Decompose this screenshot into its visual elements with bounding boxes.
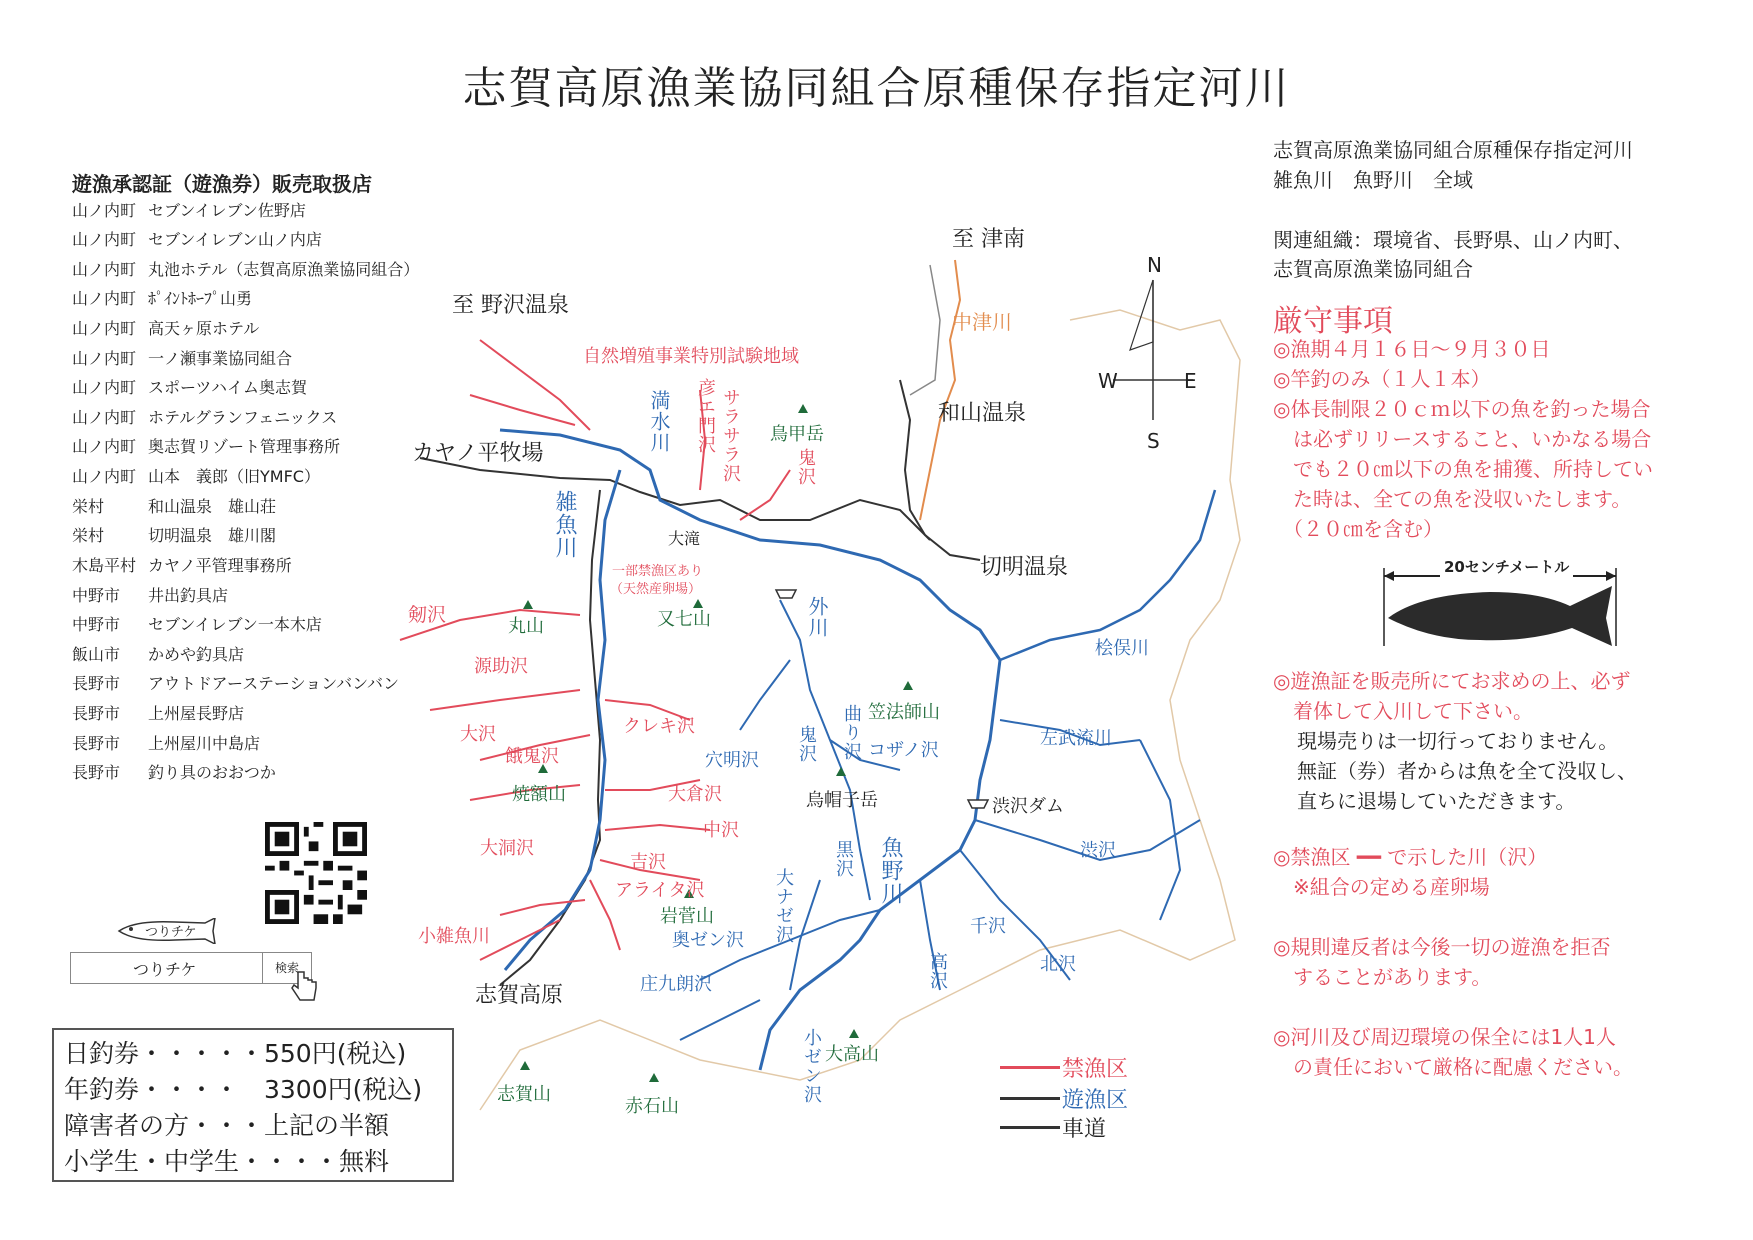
shop-item: 山ノ内町 高天ヶ原ホテル [72,319,260,338]
search-button[interactable]: 検索 [262,953,311,983]
shop-item: 栄村 和山温泉 雄山荘 [72,497,277,516]
shop-item: 山ノ内町 スポーツハイム奥志賀 [72,378,308,397]
fee-box [52,1028,454,1182]
compass-icon [1098,250,1208,450]
shop-item: 栄村 切明温泉 雄川閣 [72,526,277,545]
map-label: 鳥甲岳 [770,424,824,445]
shop-item: 山ノ内町 ﾎﾟｲﾝﾄﾎｰﾌﾟ山勇 [72,289,253,308]
map-label: 一部禁漁区あり [612,564,704,579]
map-label: カヤノ平牧場 [412,441,544,466]
notice1-red: ◎遊漁証を販売所にてお求めの上、必ず [1273,669,1631,693]
map-label: 雑魚川 [552,490,577,559]
map-label: 千沢 [970,916,1006,937]
shop-item: 山ノ内町 ホテルグランフェニックス [72,408,338,427]
qr-code[interactable] [265,822,367,924]
map-label: 至 津南 [952,227,1025,252]
search-input[interactable]: つりチケ [133,960,197,979]
notice3: することがあります。 [1273,965,1492,989]
map-label: 志賀高原 [475,983,564,1008]
map-label: 和山温泉 [938,401,1027,426]
map-label: 黒沢 [833,840,854,878]
map-label: クレキ沢 [623,716,695,737]
related-line2: 志賀高原漁業協同組合 [1273,257,1473,281]
map-label: 丸山 [508,616,544,637]
related-line1: 関連組織：環境省、長野県、山ノ内町、 [1273,228,1633,252]
dam-marker [776,590,796,598]
shop-item: 長野市 上州屋長野店 [72,704,245,723]
map-label: 又七山 [657,609,711,630]
map-label: 自然増殖事業特別試験地域 [583,346,799,367]
shop-item: 長野市 アウトドアーステーションバンバン [72,674,400,693]
notice4: ◎河川及び周辺環境の保全には1人1人 [1273,1025,1616,1049]
rule-line: ◎竿釣のみ（１人１本） [1273,367,1491,391]
notice3: ◎規則違反者は今後一切の遊漁を拒否 [1273,935,1611,959]
rule-line: は必ずリリースすること、いかなる場合 [1273,427,1652,451]
map-label: 中津川 [952,310,1012,334]
shop-item: 山ノ内町 奥志賀リゾート管理事務所 [72,437,341,456]
mountain-icon [798,404,808,413]
map-label: 小ゼン沢 [801,1028,822,1104]
map-label: 奥ゼン沢 [672,930,744,951]
map-label: 焼額山 [512,784,566,805]
rules-title: 厳守事項 [1273,304,1393,339]
map-label: 大倉沢 [668,784,722,805]
map-label: 大滝 [668,529,701,548]
hand-cursor-icon [290,968,320,1004]
shop-item: 飯山市 かめや釣具店 [72,645,245,664]
rule-line: でも２０㎝以下の魚を捕獲、所持してい [1273,457,1653,481]
map-label: 切明温泉 [980,555,1069,580]
map-label: 烏帽子岳 [806,790,878,811]
tsurichike-logo-icon [115,918,225,944]
closed-stream [480,340,590,430]
tsurichike-search[interactable] [70,952,312,984]
fish-size-label: 20センチメートル [1440,556,1573,577]
map-label: 大沢 [460,724,496,745]
map-label: 岩菅山 [660,906,714,927]
shop-item: 長野市 上州屋川中島店 [72,734,261,753]
mountain-icon [649,1073,659,1082]
map-label: アライタ沢 [615,880,705,901]
map-label: 大ナゼ沢 [773,868,794,944]
map-label: 小雑魚川 [418,926,490,947]
map-label: 曲り沢 [841,704,862,761]
closed-stream [430,690,580,710]
map-label: 庄九朗沢 [640,974,712,995]
shop-item: 中野市 井出釣具店 [72,586,229,605]
map-label: 高沢 [927,952,948,990]
legend-line-closed [1000,1066,1060,1069]
compass-n: N [1147,253,1162,277]
page-title: 志賀高原漁業協同組合原種保存指定河川 [462,63,1291,114]
dam-marker [968,800,988,808]
map-label: 源助沢 [474,656,528,677]
shop-item: 山ノ内町 丸池ホテル（志賀高原漁業協同組合） [72,260,420,279]
map-label: 渋沢 [1080,840,1116,861]
notice2: ※組合の定める産卵場 [1273,875,1490,899]
tsurichike-logo-text: つりチケ [145,925,197,940]
shop-item: 長野市 釣り具のおおつか [72,763,276,782]
compass-w: W [1098,369,1118,393]
map-label: 外川 [805,596,829,638]
map-label: 北沢 [1040,954,1076,975]
map-label: 大高山 [825,1044,879,1065]
map-label: 満水川 [647,390,671,453]
map-label: 渋沢ダム [992,796,1064,817]
shop-item: 木島平村 カヤノ平管理事務所 [72,556,292,575]
shop-item: 山ノ内町 山本 義郎（旧YMFC） [72,467,320,486]
map-label: 笠法師山 [868,702,940,723]
rule-line: た時は、全ての魚を没収いたします。 [1273,487,1632,511]
compass-e: E [1184,369,1197,393]
map-label: 中沢 [703,820,739,841]
fee-day: 日釣券・・・・・550円(税込) [64,1039,407,1068]
map-label: （天然産卵場） [610,582,702,597]
map-label: 左武流川 [1040,728,1112,749]
rule-line: ◎漁期４月１６日～９月３０日 [1273,337,1551,361]
shop-item: 山ノ内町 一ノ瀬事業協同組合 [72,349,293,368]
mountain-icon [523,600,533,609]
rule-line: （２０㎝を含む） [1273,517,1443,541]
legend-road: 車道 [1062,1117,1107,1142]
notice1-dark: 直ちに退場していただきます。 [1297,789,1576,813]
shop-item: 山ノ内町 セブンイレブン佐野店 [72,201,306,220]
map-label: 至 野沢温泉 [452,293,569,318]
fee-students: 小学生・中学生・・・・無料 [64,1147,390,1176]
map-label: 赤石山 [625,1096,679,1117]
tributary [1140,740,1180,920]
closed-stream [740,470,790,520]
mountain-icon [836,767,846,776]
closed-stream [605,825,710,830]
map-label: 吉沢 [630,852,666,873]
legend-line-road [1000,1126,1060,1129]
map-label: 大洞沢 [480,838,534,859]
legend-closed: 禁漁区 [1062,1057,1129,1082]
mountain-icon [849,1029,859,1038]
notice4: の責任において厳格に配慮ください。 [1273,1055,1633,1079]
road [910,265,940,395]
map-label: サラサラ沢 [720,388,741,483]
notice2: ◎禁漁区 ━━ で示した川（沢） [1273,845,1548,869]
fee-disabled: 障害者の方・・・上記の半額 [64,1111,390,1140]
notice1-dark: 無証（券）者からは魚を全て没収し、 [1297,759,1637,783]
map-label: 桧俣川 [1095,638,1149,659]
legend-line-fishing [1000,1097,1060,1100]
rule-line: ◎体長制限２０ｃｍ以下の魚を釣った場合 [1273,397,1651,421]
shops-heading: 遊漁承認証（遊漁券）販売取扱店 [72,172,372,196]
map-label: 志賀山 [497,1084,551,1105]
map-label: 魚野川 [878,836,903,905]
closed-stream [500,900,585,915]
mountain-icon [520,1061,530,1070]
map-label: 餓鬼沢 [505,746,559,767]
nakatsu-river [920,260,960,520]
map-label: 彦エ門沢 [695,378,716,454]
mountain-icon [903,681,913,690]
tributary [740,660,790,730]
tributary [680,1000,760,1040]
legend-fishing: 遊漁区 [1062,1088,1129,1113]
notice1-red: 着体して入川して下さい。 [1273,699,1533,723]
fee-year: 年釣券・・・・ 3300円(税込) [64,1075,423,1104]
map-label: 鬼沢 [796,725,817,763]
shop-item: 中野市 セブンイレブン一本木店 [72,615,322,634]
shop-item: 山ノ内町 セブンイレブン山ノ内店 [72,230,322,249]
designated-line1: 志賀高原漁業協同組合原種保存指定河川 [1273,138,1633,162]
designated-line2: 雑魚川 魚野川 全域 [1273,168,1473,192]
map-label: 鬼沢 [795,448,816,486]
compass-s: S [1147,429,1160,450]
notice1-dark: 現場売りは一切行っておりません。 [1297,729,1619,753]
map-label: 剱沢 [408,604,447,626]
map-label: コザノ沢 [868,740,939,761]
map-label: 穴明沢 [705,750,759,771]
